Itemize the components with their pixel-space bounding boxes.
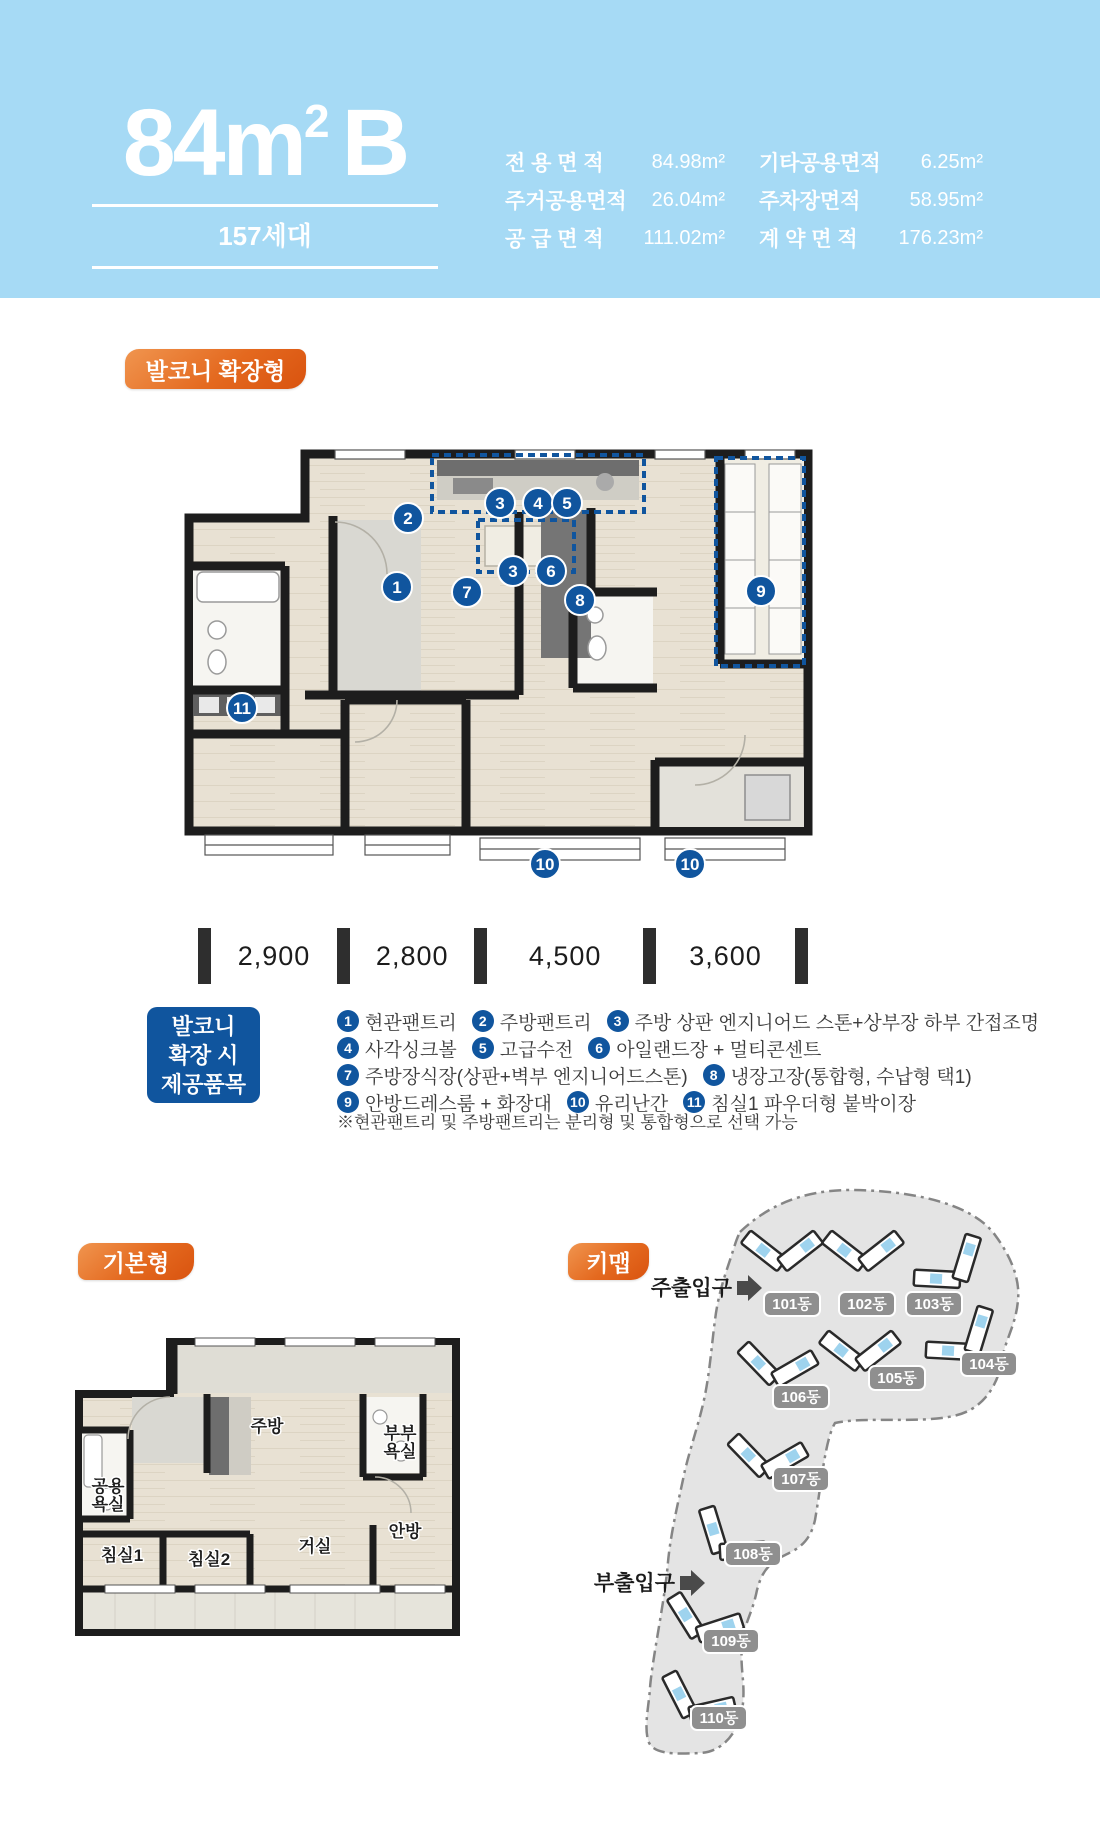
main-entrance-label: 주출입구 [650, 1277, 732, 1300]
dimension-value: 3,600 [689, 940, 762, 971]
legend-item-label: 현관팬트리 [365, 1012, 457, 1034]
page-title [92, 90, 438, 196]
plan-marker-number: 4 [533, 494, 543, 513]
basic-plan-badge: 기본형 [78, 1243, 194, 1280]
legend-number-badge: 5 [472, 1037, 494, 1059]
area-table-row [505, 219, 983, 257]
legend-item-label: 주방팬트리 [499, 1012, 592, 1034]
room-label: 안방 [388, 1522, 422, 1541]
legend-number-badge: 9 [337, 1091, 359, 1113]
area-value: 58.95m² [909, 188, 983, 211]
header [0, 0, 1100, 298]
dimension-row [198, 928, 808, 984]
building-label: 108동 [733, 1546, 773, 1563]
unit-count: 157세대 [218, 221, 312, 251]
legend-number-badge: 7 [337, 1064, 359, 1086]
legend-item [472, 1035, 573, 1062]
plan-marker-number: 9 [756, 582, 766, 601]
legend-item-label: 사각싱크볼 [365, 1039, 457, 1061]
room-label: 부부 욕실 [383, 1424, 417, 1461]
legend-line [337, 1010, 1039, 1032]
dimension-tick [643, 928, 656, 984]
dimension-value: 4,500 [528, 940, 602, 971]
plan-marker-number: 10 [535, 855, 555, 874]
plan-marker-number: 3 [508, 562, 518, 581]
legend-item-label: 주방장식장(상판+벽부 엔지니어드스톤) [365, 1066, 688, 1088]
dimension-tick [795, 928, 808, 984]
legend-item-label: 냉장고장(통합형, 수납형 택1) [730, 1066, 972, 1088]
area-label: 전 용 면 적 [505, 152, 604, 175]
legend-item [337, 1035, 457, 1062]
unit-type-block [92, 90, 438, 269]
area-label: 주거공용면적 [505, 190, 627, 213]
plan-marker-number: 3 [495, 494, 505, 513]
legend-item [588, 1035, 821, 1062]
sub-entrance-label: 부출입구 [593, 1572, 675, 1595]
legend-item-label: 아일랜드장 + 멀티콘센트 [616, 1039, 822, 1061]
area-value: 176.23m² [898, 226, 983, 249]
building-label: 101동 [772, 1296, 812, 1313]
plan-marker-number: 11 [233, 699, 251, 718]
area-table [505, 143, 983, 257]
keymap [540, 1180, 1009, 1780]
legend-number-badge: 4 [337, 1037, 359, 1059]
legend-item [607, 1008, 1040, 1035]
building-label: 110동 [699, 1710, 739, 1727]
legend-number-badge: 8 [703, 1064, 725, 1086]
building-label: 107동 [781, 1471, 821, 1488]
plan-marker-number: 5 [562, 494, 572, 513]
legend-title-line: 제공품목 [160, 1071, 246, 1097]
legend-number-badge: 10 [567, 1091, 589, 1113]
area-value: 6.25m² [920, 150, 983, 173]
legend-number-badge: 11 [683, 1091, 705, 1113]
plan-marker-number: 1 [392, 578, 402, 597]
building-label: 105동 [877, 1370, 917, 1387]
room-label: 주방 [250, 1417, 284, 1436]
plan-marker-number: 6 [546, 562, 556, 581]
area-label: 계 약 면 적 [759, 228, 858, 251]
legend-title-line: 발코니 [171, 1013, 236, 1039]
legend-item-label: 고급수전 [499, 1039, 574, 1061]
divider [92, 266, 438, 269]
plan-marker-number: 7 [462, 583, 472, 602]
building-label: 103동 [914, 1296, 954, 1313]
area-value: 84.98m² [651, 150, 725, 173]
room-label: 공용 욕실 [91, 1477, 125, 1514]
area-value: 26.04m² [651, 188, 725, 211]
building-label: 102동 [847, 1296, 887, 1313]
dimension-tick [198, 928, 211, 984]
legend-item-label: 주방 상판 엔지니어드 스톤+상부장 하부 간접조명 [634, 1012, 1040, 1034]
dimension-value: 2,900 [237, 940, 311, 971]
legend-item [337, 1062, 688, 1089]
building-label: 106동 [781, 1389, 821, 1406]
extended-floor-plan [185, 450, 812, 880]
legend-line [337, 1037, 1039, 1059]
legend-note: ※현관팬트리 및 주방팬트리는 분리형 및 통합형으로 선택 가능 [337, 1113, 798, 1132]
title-sup: 2 [303, 95, 330, 147]
room-label: 침실2 [187, 1550, 231, 1569]
legend-title-box [147, 1007, 260, 1103]
dimension-value: 2,800 [375, 940, 449, 971]
dimension-tick [337, 928, 350, 984]
divider [92, 204, 438, 207]
legend-line [337, 1064, 1039, 1086]
area-label: 주차장면적 [759, 190, 861, 213]
legend-item-label: 유리난간 [594, 1093, 669, 1115]
plan-marker-number: 10 [680, 855, 700, 874]
legend-item-label: 안방드레스룸 + 화장대 [365, 1093, 552, 1115]
room-label: 거실 [298, 1537, 332, 1556]
building-label: 109동 [711, 1633, 751, 1650]
area-table-row [505, 143, 983, 181]
dimension-tick [474, 928, 487, 984]
area-value: 111.02m² [643, 226, 725, 249]
legend-item [703, 1062, 972, 1089]
legend-number-badge: 2 [472, 1010, 494, 1032]
area-table-row [505, 181, 983, 219]
legend-number-badge: 6 [588, 1037, 610, 1059]
legend-number-badge: 3 [607, 1010, 629, 1032]
legend-number-badge: 1 [337, 1010, 359, 1032]
legend-item [337, 1008, 457, 1035]
legend-item-label: 침실1 파우더형 붙박이장 [711, 1093, 916, 1115]
title-tail: B [341, 90, 408, 196]
extended-plan-badge: 발코니 확장형 [125, 349, 306, 389]
building-label: 104동 [969, 1356, 1009, 1373]
area-label: 기타공용면적 [759, 152, 881, 175]
room-label: 침실1 [100, 1546, 144, 1565]
legend-title-line: 확장 시 [168, 1042, 239, 1068]
plan-marker-number: 8 [575, 591, 585, 610]
plan-marker-number: 2 [403, 509, 413, 528]
basic-floor-plan [75, 1337, 460, 1637]
keymap-badge: 키맵 [568, 1243, 649, 1280]
area-label: 공 급 면 적 [505, 228, 604, 251]
title-base: 84m [122, 90, 304, 196]
legend-items [337, 1010, 1039, 1118]
legend-item [472, 1008, 592, 1035]
